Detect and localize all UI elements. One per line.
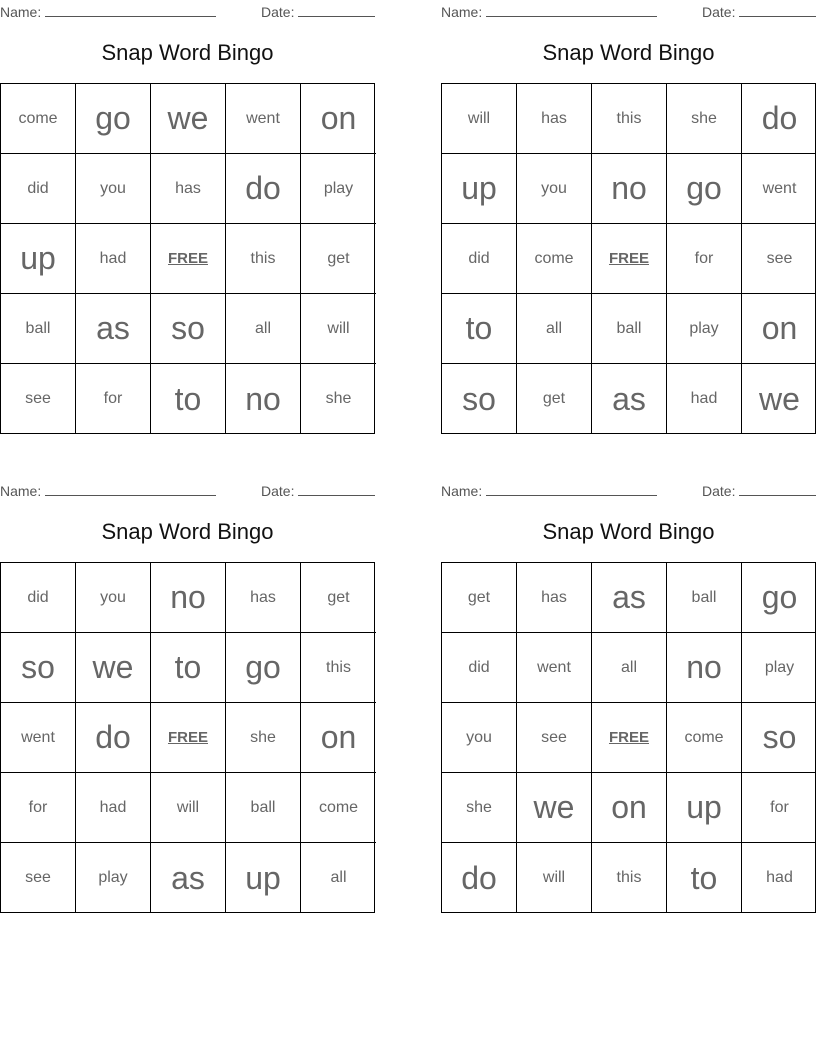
bingo-cell: for bbox=[742, 773, 816, 843]
name-label: Name: bbox=[0, 4, 42, 20]
bingo-cell: no bbox=[151, 563, 226, 633]
bingo-grid bbox=[0, 562, 375, 913]
bingo-cell: to bbox=[151, 364, 226, 434]
date-blank-line bbox=[298, 3, 375, 17]
date-label: Date: bbox=[261, 4, 295, 20]
bingo-cell: this bbox=[592, 84, 667, 154]
bingo-card-2 bbox=[441, 0, 816, 434]
card-title: Snap Word Bingo bbox=[542, 519, 715, 544]
bingo-cell: had bbox=[667, 364, 742, 434]
bingo-cell: get bbox=[517, 364, 592, 434]
bingo-cell: no bbox=[667, 633, 742, 703]
bingo-cell: up bbox=[226, 843, 301, 913]
bingo-card-3 bbox=[0, 479, 375, 913]
bingo-cell: play bbox=[667, 294, 742, 364]
bingo-cell: so bbox=[1, 633, 76, 703]
name-blank-line bbox=[45, 3, 216, 17]
date-blank-line bbox=[298, 482, 375, 496]
bingo-cell: no bbox=[226, 364, 301, 434]
bingo-cell: has bbox=[226, 563, 301, 633]
date-blank-line bbox=[739, 3, 816, 17]
bingo-cell: go bbox=[742, 563, 816, 633]
bingo-cell: up bbox=[442, 154, 517, 224]
bingo-cell: all bbox=[517, 294, 592, 364]
bingo-cell: play bbox=[76, 843, 151, 913]
bingo-cell: get bbox=[442, 563, 517, 633]
date-field bbox=[261, 482, 375, 499]
bingo-cell: had bbox=[766, 869, 793, 886]
bingo-cell: she bbox=[226, 703, 301, 773]
bingo-cell: come bbox=[667, 703, 742, 773]
bingo-card-4 bbox=[441, 479, 816, 913]
name-field bbox=[441, 482, 657, 499]
name-label: Name: bbox=[441, 4, 483, 20]
date-blank-line bbox=[739, 482, 816, 496]
bingo-cell: you bbox=[442, 703, 517, 773]
bingo-cell: see bbox=[1, 364, 76, 434]
bingo-cell: for bbox=[76, 364, 151, 434]
bingo-cell: we bbox=[76, 633, 151, 703]
bingo-cell: you bbox=[517, 154, 592, 224]
bingo-grid bbox=[441, 83, 816, 434]
bingo-cell: get bbox=[301, 224, 376, 294]
bingo-cell: has bbox=[517, 84, 592, 154]
name-label: Name: bbox=[441, 483, 483, 499]
bingo-cell: up bbox=[1, 224, 76, 294]
date-label: Date: bbox=[702, 4, 736, 20]
bingo-cell: go bbox=[667, 154, 742, 224]
date-field bbox=[261, 3, 375, 20]
bingo-cell: ball bbox=[592, 294, 667, 364]
name-blank-line bbox=[486, 482, 657, 496]
bingo-cell: went bbox=[742, 154, 816, 224]
free-space: FREE bbox=[592, 224, 667, 294]
bingo-cell: for bbox=[1, 773, 76, 843]
bingo-cell: did bbox=[1, 154, 76, 224]
bingo-cell: will bbox=[517, 843, 592, 913]
bingo-cell: went bbox=[517, 633, 592, 703]
bingo-cell: has bbox=[517, 563, 592, 633]
bingo-cell: see bbox=[742, 224, 816, 294]
bingo-cell: did bbox=[442, 224, 517, 294]
date-field bbox=[702, 3, 816, 20]
name-blank-line bbox=[486, 3, 657, 17]
bingo-cell: went bbox=[226, 84, 301, 154]
card-title: Snap Word Bingo bbox=[101, 40, 274, 65]
bingo-cell: all bbox=[592, 633, 667, 703]
name-field bbox=[441, 3, 657, 20]
bingo-cell: do bbox=[442, 843, 517, 913]
bingo-cell: she bbox=[442, 773, 517, 843]
bingo-cell: as bbox=[592, 563, 667, 633]
bingo-cell: as bbox=[76, 294, 151, 364]
bingo-cell: as bbox=[592, 364, 667, 434]
date-label: Date: bbox=[261, 483, 295, 499]
bingo-cell: did bbox=[442, 633, 517, 703]
bingo-cell: this bbox=[592, 843, 667, 913]
bingo-cell: went bbox=[1, 703, 76, 773]
bingo-cell: do bbox=[742, 84, 816, 154]
bingo-cell: to bbox=[667, 843, 742, 913]
bingo-cell: get bbox=[301, 563, 376, 633]
bingo-cell: all bbox=[330, 869, 347, 886]
bingo-cell: will bbox=[301, 294, 376, 364]
bingo-cell: up bbox=[667, 773, 742, 843]
bingo-cell: had bbox=[76, 773, 151, 843]
card-title: Snap Word Bingo bbox=[101, 519, 274, 544]
free-space: FREE bbox=[151, 224, 226, 294]
bingo-cell: she bbox=[667, 84, 742, 154]
bingo-cell: we bbox=[151, 84, 226, 154]
free-space: FREE bbox=[592, 703, 667, 773]
bingo-cell: for bbox=[667, 224, 742, 294]
bingo-card-1 bbox=[0, 0, 375, 434]
bingo-cell: has bbox=[151, 154, 226, 224]
date-field bbox=[702, 482, 816, 499]
bingo-cell: did bbox=[1, 563, 76, 633]
bingo-cell: we bbox=[759, 380, 800, 417]
bingo-cell: play bbox=[301, 154, 376, 224]
bingo-cell: go bbox=[226, 633, 301, 703]
bingo-cell: this bbox=[301, 633, 376, 703]
bingo-cell: see bbox=[517, 703, 592, 773]
bingo-cell: this bbox=[226, 224, 301, 294]
bingo-cell: so bbox=[742, 703, 816, 773]
bingo-cell: do bbox=[76, 703, 151, 773]
bingo-cell: all bbox=[226, 294, 301, 364]
bingo-cell: on bbox=[742, 294, 816, 364]
bingo-cell: ball bbox=[226, 773, 301, 843]
name-field bbox=[0, 482, 216, 499]
bingo-cell: will bbox=[442, 84, 517, 154]
free-space: FREE bbox=[151, 703, 226, 773]
name-blank-line bbox=[45, 482, 216, 496]
bingo-cell: on bbox=[592, 773, 667, 843]
bingo-cell: come bbox=[517, 224, 592, 294]
bingo-grid bbox=[0, 83, 375, 434]
name-field bbox=[0, 3, 216, 20]
bingo-cell: will bbox=[151, 773, 226, 843]
bingo-cell: so bbox=[442, 364, 517, 434]
bingo-cell: on bbox=[301, 703, 376, 773]
bingo-grid bbox=[441, 562, 816, 913]
bingo-cell: had bbox=[76, 224, 151, 294]
bingo-cell: ball bbox=[667, 563, 742, 633]
bingo-cell: you bbox=[76, 154, 151, 224]
bingo-cell: you bbox=[76, 563, 151, 633]
bingo-cell: no bbox=[592, 154, 667, 224]
bingo-cell: we bbox=[517, 773, 592, 843]
bingo-cell: play bbox=[742, 633, 816, 703]
name-label: Name: bbox=[0, 483, 42, 499]
bingo-cell: do bbox=[226, 154, 301, 224]
bingo-cell: she bbox=[325, 390, 352, 407]
card-title: Snap Word Bingo bbox=[542, 40, 715, 65]
bingo-cell: so bbox=[151, 294, 226, 364]
bingo-cell: to bbox=[151, 633, 226, 703]
bingo-cell: go bbox=[76, 84, 151, 154]
bingo-cell: as bbox=[151, 843, 226, 913]
bingo-cell: ball bbox=[1, 294, 76, 364]
bingo-cell: to bbox=[442, 294, 517, 364]
bingo-cell: come bbox=[301, 773, 376, 843]
bingo-cell: come bbox=[1, 84, 76, 154]
bingo-cell: on bbox=[301, 84, 376, 154]
date-label: Date: bbox=[702, 483, 736, 499]
bingo-cell: see bbox=[1, 843, 76, 913]
